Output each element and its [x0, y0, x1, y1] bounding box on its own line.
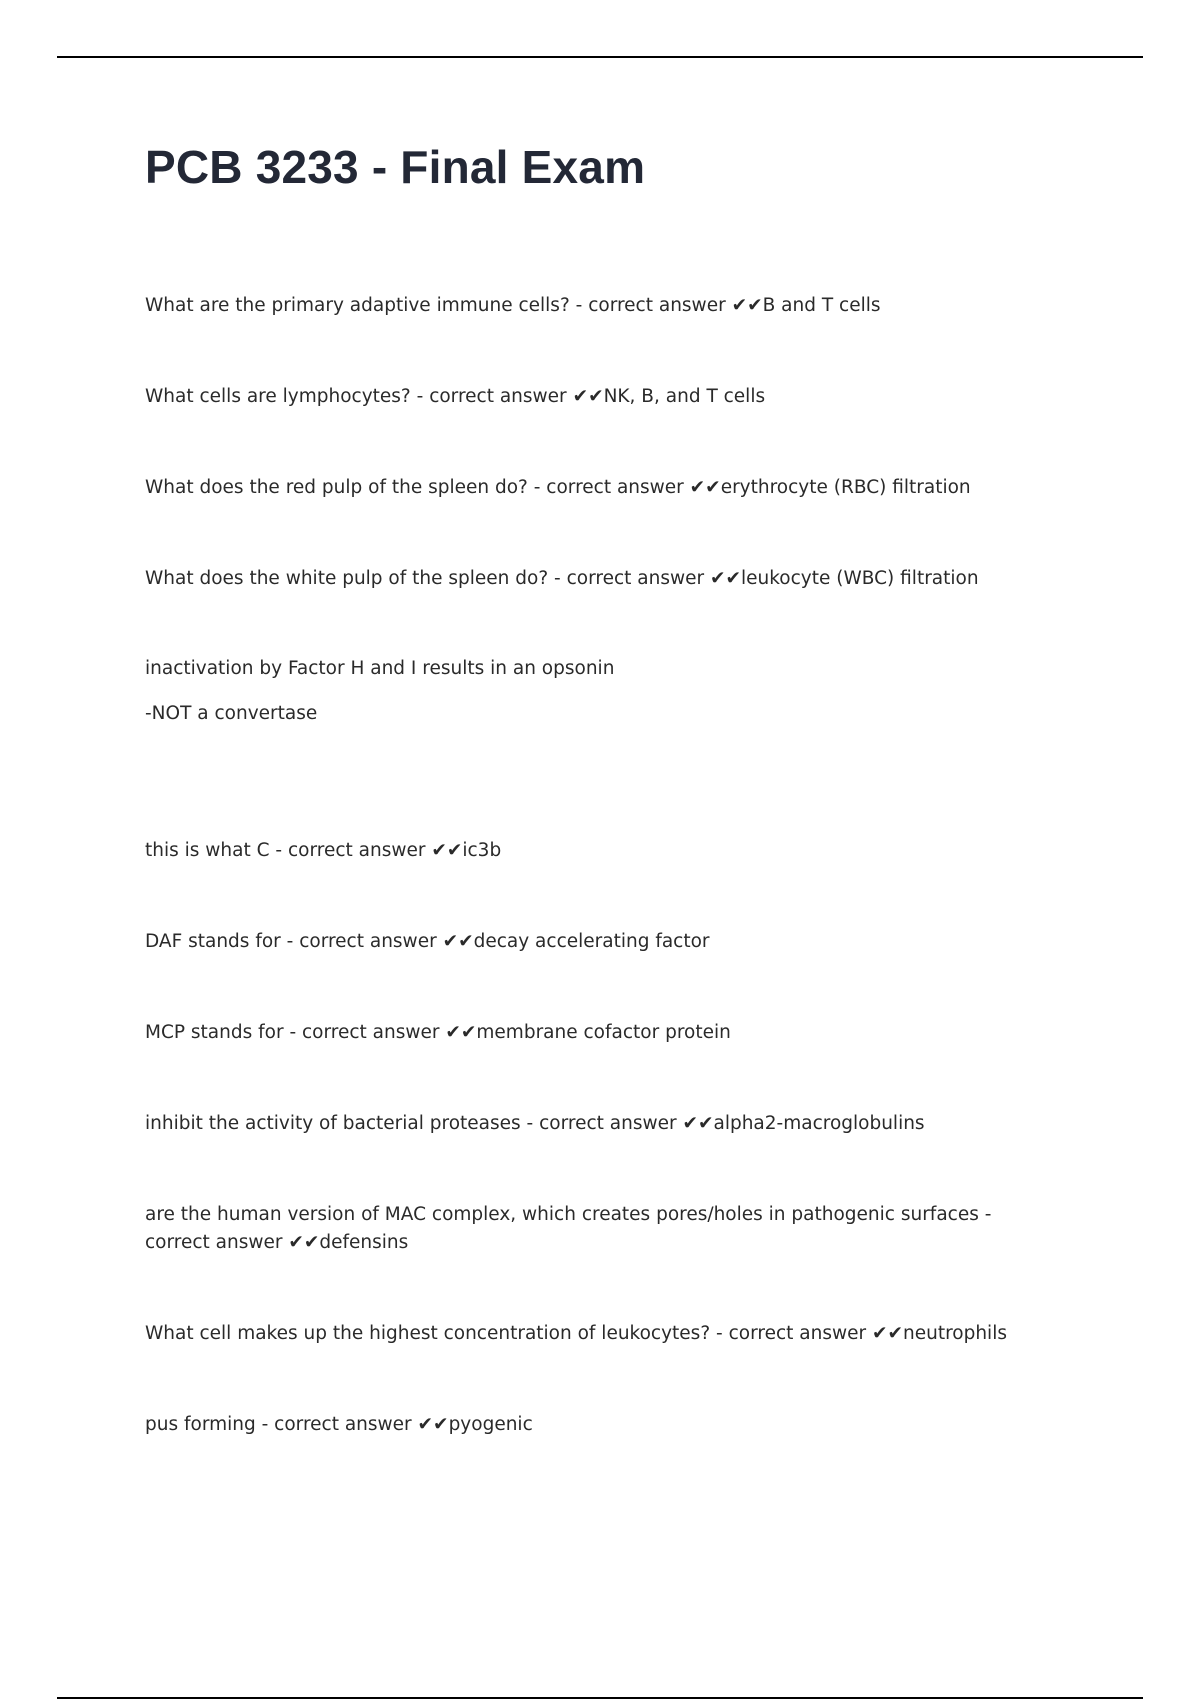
top-rule: [57, 56, 1143, 58]
note-line: inactivation by Factor H and I results in an opsonin: [145, 658, 615, 679]
question-text: DAF stands for: [145, 931, 281, 952]
question-text: What cells are lymphocytes?: [145, 386, 411, 407]
answer-text: defensins: [319, 1232, 409, 1253]
qa-item: What does the white pulp of the spleen do? - correct answer ✔✔leukocyte (WBC) filtration: [145, 568, 979, 589]
answer-marker: correct answer: [274, 1414, 412, 1435]
check-marks: ✔✔: [442, 931, 474, 952]
qa-item: inhibit the activity of bacterial proteases - correct answer ✔✔alpha2-macroglobulins: [145, 1113, 925, 1134]
check-marks: ✔✔: [572, 386, 604, 407]
question-text: are the human version of MAC complex, which creates pores/holes in pathogenic surfaces: [145, 1204, 979, 1225]
answer-text: decay accelerating factor: [473, 931, 710, 952]
answer-text: B and T cells: [762, 295, 881, 316]
qa-item: What does the red pulp of the spleen do? - correct answer ✔✔erythrocyte (RBC) filtration: [145, 477, 971, 498]
check-marks: ✔✔: [689, 477, 721, 498]
qa-item: What are the primary adaptive immune cells? - correct answer ✔✔B and T cells: [145, 295, 881, 316]
answer-text: pyogenic: [448, 1414, 533, 1435]
qa-item: What cells are lymphocytes? - correct answer ✔✔NK, B, and T cells: [145, 386, 766, 407]
answer-text: alpha2-macroglobulins: [713, 1113, 925, 1134]
answer-text: membrane cofactor protein: [476, 1022, 731, 1043]
qa-item: are the human version of MAC complex, which creates pores/holes in pathogenic surfaces - correct answer ✔✔defensins: [145, 1204, 992, 1253]
qa-item: this is what C - correct answer ✔✔ic3b: [145, 840, 502, 861]
answer-marker: correct answer: [566, 568, 705, 589]
check-marks: ✔✔: [731, 295, 763, 316]
question-text: What does the red pulp of the spleen do?: [145, 477, 528, 498]
check-marks: ✔✔: [871, 1323, 903, 1344]
question-text: pus forming: [145, 1414, 256, 1435]
check-marks: ✔✔: [431, 840, 463, 861]
question-text: What does the white pulp of the spleen do?: [145, 568, 549, 589]
question-text: MCP stands for: [145, 1022, 284, 1043]
answer-marker: correct answer: [287, 840, 426, 861]
qa-item: What cell makes up the highest concentration of leukocytes? - correct answer ✔✔neutrophils: [145, 1323, 1007, 1344]
answer-text: ic3b: [462, 840, 502, 861]
question-text: What are the primary adaptive immune cells?: [145, 295, 570, 316]
answer-marker: correct answer: [299, 931, 437, 952]
bottom-rule: [57, 1697, 1143, 1699]
answer-marker: correct answer: [145, 1232, 283, 1253]
answer-text: neutrophils: [902, 1323, 1007, 1344]
check-marks: ✔✔: [417, 1414, 449, 1435]
note-line: -NOT a convertase: [145, 703, 318, 724]
page-title: PCB 3233 - Final Exam: [145, 141, 646, 193]
check-marks: ✔✔: [445, 1022, 477, 1043]
answer-marker: correct answer: [546, 477, 684, 498]
answer-marker: correct answer: [539, 1113, 677, 1134]
question-text: inhibit the activity of bacterial proteases: [145, 1113, 521, 1134]
check-marks: ✔✔: [682, 1113, 714, 1134]
answer-marker: correct answer: [588, 295, 726, 316]
check-marks: ✔✔: [288, 1232, 320, 1253]
answer-marker: correct answer: [728, 1323, 867, 1344]
qa-item: pus forming - correct answer ✔✔pyogenic: [145, 1414, 533, 1435]
qa-item: DAF stands for - correct answer ✔✔decay accelerating factor: [145, 931, 710, 952]
question-text: this is what C: [145, 840, 270, 861]
answer-text: leukocyte (WBC) filtration: [741, 568, 979, 589]
question-text: What cell makes up the highest concentration of leukocytes?: [145, 1323, 711, 1344]
check-marks: ✔✔: [709, 568, 741, 589]
answer-text: NK, B, and T cells: [603, 386, 766, 407]
answer-marker: correct answer: [429, 386, 567, 407]
answer-marker: correct answer: [302, 1022, 440, 1043]
answer-text: erythrocyte (RBC) filtration: [720, 477, 971, 498]
qa-item: MCP stands for - correct answer ✔✔membrane cofactor protein: [145, 1022, 731, 1043]
